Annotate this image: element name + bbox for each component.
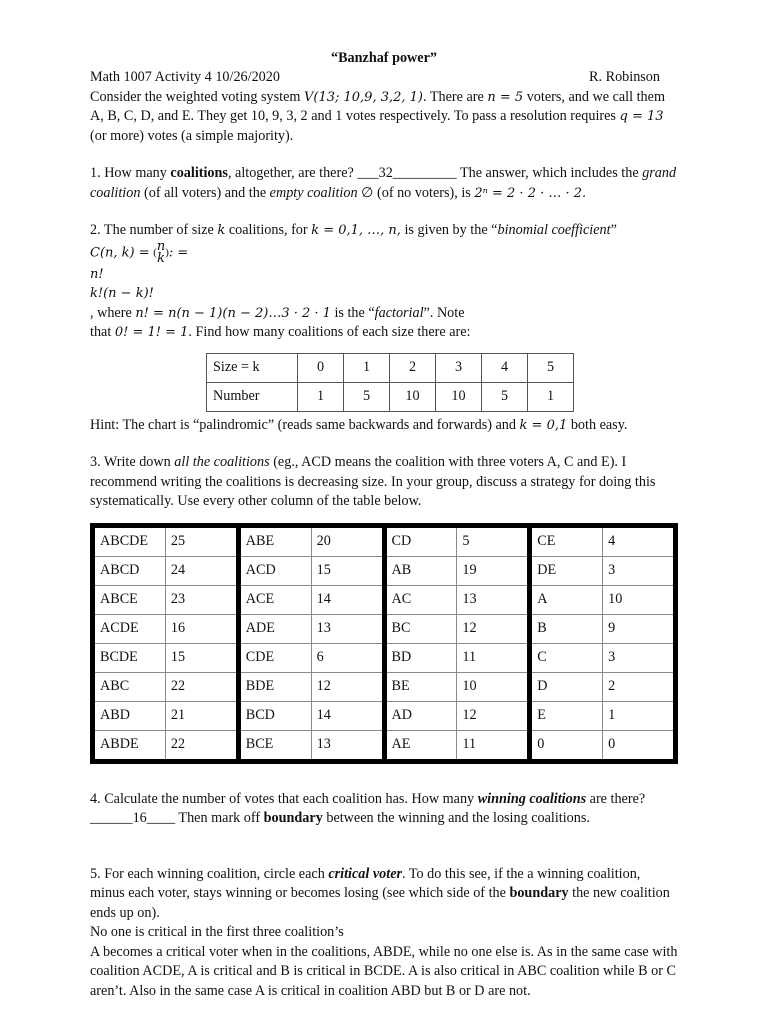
coalition-row — [93, 614, 676, 643]
q2-factorial-term: factorial — [374, 304, 424, 321]
q4-text-c: between the winning and the losing coalitions. — [322, 810, 590, 826]
q2-cnk: C(n, k) = — [90, 244, 150, 260]
coalition-votes-cell: 10 — [603, 585, 676, 614]
number-row-label: Number — [207, 382, 298, 411]
size-cell: 1 — [344, 353, 390, 382]
intro-q: q = 13 — [619, 109, 664, 124]
hint-math: k = 0,1 — [519, 417, 568, 433]
q2-text-a: 2. The number of size — [90, 222, 218, 238]
coalition-name-cell: ABDE — [93, 730, 166, 761]
coalition-name-cell: BCDE — [93, 643, 166, 672]
coalition-votes-cell: 19 — [457, 556, 530, 585]
coalition-name-cell: ACDE — [93, 614, 166, 643]
coalition-name-cell: BCD — [238, 701, 311, 730]
size-row — [207, 353, 574, 382]
coalition-votes-cell: 24 — [165, 556, 238, 585]
coalition-votes-cell: 14 — [311, 701, 384, 730]
coalition-name-cell: AB — [384, 556, 457, 585]
coalition-votes-cell: 12 — [457, 614, 530, 643]
hint-line — [90, 416, 678, 436]
coalition-votes-cell: 23 — [165, 585, 238, 614]
coalition-votes-cell: 13 — [311, 614, 384, 643]
fraction-numerator: n! — [90, 266, 104, 282]
q2-text-b: coalitions, for — [225, 222, 312, 238]
binomial-symbol: (n k) — [153, 238, 169, 266]
coalition-row — [93, 672, 676, 701]
coalition-votes-cell: 11 — [457, 730, 530, 761]
coalition-votes-cell: 15 — [311, 556, 384, 585]
coalition-name-cell: ADE — [238, 614, 311, 643]
q5-text-a: 5. For each winning coalition, circle each — [90, 865, 329, 882]
coalition-votes-cell: 20 — [311, 525, 384, 556]
hint-text-b: both easy. — [567, 416, 628, 433]
size-cell: 3 — [436, 353, 482, 382]
coalition-name-cell: D — [530, 672, 603, 701]
q2-text-e: , where — [90, 304, 136, 321]
q1-empty: empty coalition — [269, 184, 358, 201]
coalition-name-cell: BCE — [238, 730, 311, 761]
coalition-row — [93, 525, 676, 556]
q2-text-g: ”. Note — [423, 304, 465, 321]
coalition-table-wrapper — [90, 523, 678, 764]
q2-k: k — [217, 223, 226, 238]
coalition-name-cell: DE — [530, 556, 603, 585]
question-5 — [90, 865, 678, 924]
q2-line3-b: . Find how many coalitions of each size there are: — [188, 324, 471, 340]
q1-text-d: ∅ (of no voters), is — [357, 184, 475, 201]
coalition-name-cell: CE — [530, 525, 603, 556]
fraction-denominator: k!(n − k)! — [90, 286, 154, 301]
coalition-votes-cell: 14 — [311, 585, 384, 614]
q2-factorial-def: n! = n(n − 1)(n − 2)…3 · 2 · 1 — [135, 305, 331, 321]
intro-system: V(13; 10,9, 3,2, 1) — [303, 89, 423, 105]
coalition-name-cell: ABD — [93, 701, 166, 730]
coalition-name-cell: CD — [384, 525, 457, 556]
coalition-votes-cell: 10 — [457, 672, 530, 701]
question-2 — [90, 221, 678, 265]
coalition-name-cell: ABCDE — [93, 525, 166, 556]
q2-text-d: ” — [610, 222, 617, 238]
hint-text-a: Hint: The chart is “palindromic” (reads same backwards and forwards) and — [90, 416, 520, 433]
number-cell: 10 — [436, 382, 482, 411]
q5-text-c: the new coalition ends up on). — [90, 885, 670, 921]
number-cell: 5 — [344, 382, 390, 411]
coalition-name-cell: AD — [384, 701, 457, 730]
coalition-votes-cell: 21 — [165, 701, 238, 730]
coalition-votes-cell: 3 — [603, 643, 676, 672]
coalition-votes-cell: 25 — [165, 525, 238, 556]
number-cell: 1 — [528, 382, 574, 411]
q1-text-c: (of all voters) and the — [140, 184, 270, 201]
coalition-name-cell: BE — [384, 672, 457, 701]
coalition-votes-cell: 22 — [165, 672, 238, 701]
q1-formula: 2ⁿ = 2 · 2 · … · 2. — [474, 185, 587, 201]
q4-boundary: boundary — [263, 810, 323, 826]
coalition-votes-cell: 6 — [311, 643, 384, 672]
number-cell: 1 — [298, 382, 344, 411]
coalition-name-cell: ACE — [238, 585, 311, 614]
q3-italic: all the coalitions — [174, 454, 270, 470]
question-4 — [90, 790, 678, 829]
coalition-name-cell: C — [530, 643, 603, 672]
header-line — [90, 68, 678, 88]
coalition-votes-cell: 15 — [165, 643, 238, 672]
document-title: “Banzhaf power” — [330, 50, 437, 66]
q2-range: k = 0,1, …, n, — [311, 223, 401, 238]
course-line: Math 1007 Activity 4 10/26/2020 — [90, 69, 280, 85]
intro-text-b: . There are — [423, 88, 488, 105]
intro-n: n = 5 — [487, 89, 524, 105]
coalition-name-cell: A — [530, 585, 603, 614]
q2-text-c: is given by the “ — [400, 222, 498, 238]
coalition-name-cell: ABE — [238, 525, 311, 556]
coalition-votes-cell: 11 — [457, 643, 530, 672]
q5-answer-line1: No one is critical in the first three coalition’s — [90, 924, 344, 940]
q2-text-f: is the “ — [330, 304, 375, 321]
q2-line3-math: 0! = 1! = 1 — [114, 325, 189, 340]
q5-bold: critical voter — [328, 865, 403, 882]
coalition-name-cell: AC — [384, 585, 457, 614]
coalition-name-cell: ABC — [93, 672, 166, 701]
coalition-row — [93, 730, 676, 761]
intro-text-c: voters, and we call them A, B, C, D, and E. They get 10, 9, 3, 2 and 1 votes respectively. To pass a resolution requires — [90, 88, 665, 124]
intro-text-d: (or more) votes (a simple majority). — [90, 127, 294, 144]
coalition-name-cell: CDE — [238, 643, 311, 672]
coalition-votes-cell: 9 — [603, 614, 676, 643]
question-3 — [90, 453, 678, 512]
q5-text-b: . To do this see, if the a winning coalition, minus each voter, stays winning or becomes losing (see which side of the — [90, 865, 641, 901]
coalition-size-table — [206, 353, 574, 412]
coalition-name-cell: BDE — [238, 672, 311, 701]
author-name: R. Robinson — [589, 69, 660, 85]
coalition-name-cell: BC — [384, 614, 457, 643]
number-cell: 10 — [390, 382, 436, 411]
coalition-row — [93, 701, 676, 730]
coalition-row — [93, 585, 676, 614]
coalition-votes-cell: 22 — [165, 730, 238, 761]
question-1 — [90, 164, 678, 203]
q4-bold: winning coalitions — [477, 790, 587, 807]
number-row — [207, 382, 574, 411]
coalition-votes-cell: 13 — [311, 730, 384, 761]
coalition-name-cell: AE — [384, 730, 457, 761]
number-cell: 5 — [482, 382, 528, 411]
coalition-votes-cell: 1 — [603, 701, 676, 730]
coalition-votes-cell: 2 — [603, 672, 676, 701]
intro-text-a: Consider the weighted voting system — [90, 88, 304, 105]
coalition-name-cell: ACD — [238, 556, 311, 585]
coalition-name-cell: E — [530, 701, 603, 730]
coalition-votes-cell: 13 — [457, 585, 530, 614]
coalition-name-cell: B — [530, 614, 603, 643]
q3-text-a: 3. Write down — [90, 454, 175, 470]
coalition-votes-cell: 3 — [603, 556, 676, 585]
coalition-votes-cell: 4 — [603, 525, 676, 556]
size-cell: 2 — [390, 353, 436, 382]
document-page — [90, 49, 678, 1001]
binom-top: n — [156, 238, 166, 254]
q1-grand: grand coalition — [90, 165, 677, 201]
coalition-name-cell: BD — [384, 643, 457, 672]
q1-bold: coalitions — [170, 165, 228, 181]
intro-paragraph — [90, 88, 678, 147]
coalition-name-cell: ABCE — [93, 585, 166, 614]
coalition-row — [93, 643, 676, 672]
coalition-votes-cell: 12 — [311, 672, 384, 701]
size-cell: 4 — [482, 353, 528, 382]
q2-binom-term: binomial coefficient — [497, 222, 611, 238]
q1-text-b: , altogether, are there? ___32_________ The answer, which includes the — [227, 165, 643, 181]
q5-answer-line2: A becomes a critical voter when in the coalitions, ABDE, while no one else is. As in the same case with coalition ACDE, A is critical and B is critical in BCDE. A is also critical in ABC coalition while B or C aren’t. Also in the same case A is critical in coalition ABD but B or D are not. — [90, 943, 678, 999]
coalition-row — [93, 556, 676, 585]
coalition-votes-cell: 0 — [603, 730, 676, 761]
coalition-name-cell: 0 — [530, 730, 603, 761]
q1-text-a: 1. How many — [90, 165, 171, 181]
coalition-votes-cell: 16 — [165, 614, 238, 643]
q4-text-a: 4. Calculate the number of votes that each coalition has. How many — [90, 790, 478, 807]
q5-boundary: boundary — [509, 885, 569, 901]
coalition-votes-cell: 12 — [457, 701, 530, 730]
q2-line3-a: that — [90, 324, 115, 340]
q4-text-b: are there?______16____ Then mark off — [90, 790, 646, 826]
size-row-label: Size = k — [207, 353, 298, 382]
size-cell: 5 — [528, 353, 574, 382]
coalition-votes-cell: 5 — [457, 525, 530, 556]
coalition-name-cell: ABCD — [93, 556, 166, 585]
binom-bottom: k — [157, 250, 165, 266]
coalition-table — [90, 523, 678, 764]
q2-defeq: : = — [168, 244, 189, 260]
q3-text-b: (eg., ACD means the coalition with three voters A, C and E). I recommend writing the coalitions is decreasing size. In your group, discuss a strategy for doing this systematically. Use every other column of the table below. — [90, 454, 656, 509]
size-cell: 0 — [298, 353, 344, 382]
